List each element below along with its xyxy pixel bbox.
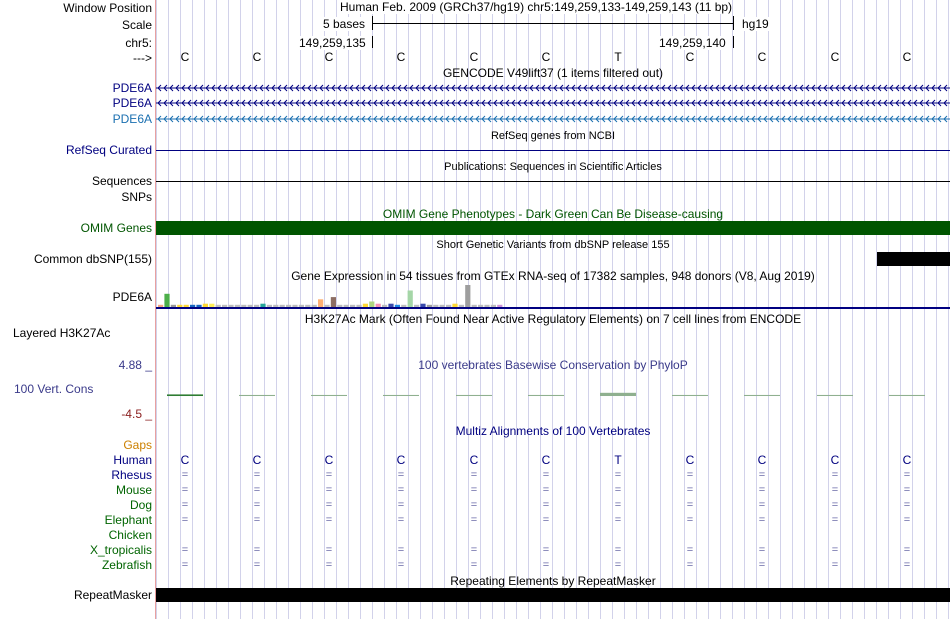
multiz-alignment-base: = xyxy=(686,484,694,496)
gencode-gene-label-3[interactable]: PDE6A xyxy=(112,112,152,126)
multiz-species-label[interactable]: Human xyxy=(113,453,152,467)
multiz-alignment-base: = xyxy=(614,484,622,496)
gtex-tissue-bar[interactable] xyxy=(318,299,323,307)
h3k27ac-label[interactable]: Layered H3K27Ac xyxy=(13,326,111,340)
sequence-base: C xyxy=(902,50,912,64)
multiz-alignment-base: = xyxy=(325,469,333,481)
phylop-score-bar[interactable] xyxy=(672,395,708,396)
multiz-alignment-base: = xyxy=(253,469,261,481)
multiz-alignment-base: = xyxy=(903,484,911,496)
multiz-alignment-base: = xyxy=(325,514,333,526)
phylop-score-bar[interactable] xyxy=(311,395,347,396)
omim-label[interactable]: OMIM Genes xyxy=(80,221,152,235)
multiz-alignment-base: = xyxy=(542,499,550,511)
multiz-alignment-base: = xyxy=(181,499,189,511)
phylop-score-bar[interactable] xyxy=(744,395,780,396)
multiz-alignment-base: = xyxy=(686,499,694,511)
gtex-tissue-bar[interactable] xyxy=(331,297,336,307)
gencode-track-title[interactable]: GENCODE V49lift37 (1 items filtered out) xyxy=(442,66,664,80)
multiz-alignment-base: = xyxy=(903,469,911,481)
h3k27ac-track-title[interactable]: H3K27Ac Mark (Often Found Near Active Regulatory Elements) on 7 cell lines from ENCODE xyxy=(304,312,802,326)
window-position-label: Window Position xyxy=(63,1,152,15)
multiz-alignment-base: = xyxy=(542,559,550,571)
multiz-species-label[interactable]: Rhesus xyxy=(111,468,152,482)
multiz-alignment-base: = xyxy=(470,514,478,526)
phylop-score-bar[interactable] xyxy=(889,395,925,396)
coordinate-left: 149,259,135 xyxy=(299,36,366,50)
multiz-alignment-base: C xyxy=(324,453,334,467)
multiz-alignment-base: = xyxy=(325,559,333,571)
multiz-alignment-base: = xyxy=(831,544,839,556)
multiz-alignment-base: = xyxy=(325,499,333,511)
multiz-alignment-base: = xyxy=(397,559,405,571)
multiz-alignment-base: = xyxy=(325,544,333,556)
multiz-alignment-base: T xyxy=(614,453,622,467)
multiz-alignment-base: C xyxy=(469,453,479,467)
sequence-base: C xyxy=(469,50,479,64)
multiz-species-label[interactable]: Elephant xyxy=(104,513,152,527)
multiz-alignment-base: = xyxy=(903,499,911,511)
gtex-track-title[interactable]: Gene Expression in 54 tissues from GTEx RNA-seq of 17382 samples, 948 donors (V8, Aug 2019) xyxy=(291,269,815,283)
snps-label[interactable]: SNPs xyxy=(121,190,152,204)
multiz-alignment-base: = xyxy=(614,469,622,481)
multiz-alignment-base: = xyxy=(181,514,189,526)
multiz-alignment-base: = xyxy=(253,544,261,556)
multiz-alignment-base: = xyxy=(253,484,261,496)
phylop-score-bar[interactable] xyxy=(167,394,203,396)
multiz-alignment-base: = xyxy=(614,514,622,526)
gencode-gene-label-2[interactable]: PDE6A xyxy=(112,96,152,110)
sequence-base: C xyxy=(252,50,262,64)
dbsnp-variant-bar[interactable] xyxy=(877,252,950,266)
gtex-tissue-bar[interactable] xyxy=(408,291,413,308)
multiz-alignment-base: = xyxy=(614,544,622,556)
multiz-alignment-base: = xyxy=(686,544,694,556)
multiz-alignment-base: = xyxy=(542,484,550,496)
omim-phenotype-bar[interactable] xyxy=(156,221,950,235)
multiz-alignment-base: = xyxy=(686,514,694,526)
multiz-alignment-base: = xyxy=(758,544,766,556)
multiz-alignment-base: = xyxy=(686,469,694,481)
position-readout: Human Feb. 2009 (GRCh37/hg19) chr5:149,259,133-149,259,143 (11 bp) xyxy=(340,0,733,14)
sequence-base: C xyxy=(541,50,551,64)
multiz-alignment-base: = xyxy=(758,469,766,481)
multiz-alignment-base: C xyxy=(757,453,767,467)
gtex-gene-model-line xyxy=(156,307,950,309)
sequences-label[interactable]: Sequences xyxy=(91,174,152,188)
scale-bar xyxy=(372,23,733,24)
multiz-alignment-base: = xyxy=(831,469,839,481)
multiz-alignment-base: = xyxy=(470,499,478,511)
multiz-alignment-base: = xyxy=(181,484,189,496)
refseq-label[interactable]: RefSeq Curated xyxy=(65,143,152,157)
assembly-label: hg19 xyxy=(742,17,769,31)
multiz-alignment-base: = xyxy=(325,484,333,496)
multiz-track-title[interactable]: Multiz Alignments of 100 Vertebrates xyxy=(455,424,651,438)
multiz-alignment-base: = xyxy=(903,514,911,526)
multiz-species-label[interactable]: Dog xyxy=(129,498,152,512)
sequence-base: C xyxy=(685,50,695,64)
multiz-alignment-base: = xyxy=(758,559,766,571)
phylop-score-bar[interactable] xyxy=(456,395,492,396)
gtex-tissue-bar[interactable] xyxy=(164,294,169,307)
multiz-alignment-base: = xyxy=(686,559,694,571)
scale-text: 5 bases xyxy=(323,17,366,31)
phylop-max-label: 4.88 _ xyxy=(118,358,152,372)
multiz-alignment-base: C xyxy=(396,453,406,467)
multiz-species-label[interactable]: Chicken xyxy=(108,528,152,542)
multiz-alignment-base: C xyxy=(685,453,695,467)
sequence-base: C xyxy=(830,50,840,64)
multiz-alignment-base: C xyxy=(541,453,551,467)
repeatmasker-element-bar[interactable] xyxy=(156,588,950,602)
phylop-track-title[interactable]: 100 vertebrates Basewise Conservation by PhyloP xyxy=(418,358,688,372)
phylop-score-bar[interactable] xyxy=(817,395,853,396)
phylop-score-bar[interactable] xyxy=(383,395,419,396)
phylop-min-label: -4.5 _ xyxy=(121,407,152,421)
multiz-alignment-base: = xyxy=(253,499,261,511)
repeatmasker-track-title[interactable]: Repeating Elements by RepeatMasker xyxy=(450,574,656,588)
multiz-species-label[interactable]: Zebrafish xyxy=(101,558,152,572)
multiz-alignment-base: = xyxy=(831,484,839,496)
dbsnp-label[interactable]: Common dbSNP(155) xyxy=(33,252,152,266)
multiz-alignment-base: = xyxy=(470,484,478,496)
multiz-alignment-base: = xyxy=(831,559,839,571)
multiz-alignment-base: C xyxy=(902,453,912,467)
multiz-alignment-base: = xyxy=(542,514,550,526)
gaps-label[interactable]: Gaps xyxy=(123,438,152,452)
phylop-score-bar[interactable] xyxy=(600,393,636,396)
refseq-gene-line[interactable] xyxy=(156,150,950,151)
multiz-alignment-base: = xyxy=(470,544,478,556)
omim-track-title[interactable]: OMIM Gene Phenotypes - Dark Green Can Be Disease-causing xyxy=(382,207,724,221)
multiz-alignment-base: C xyxy=(252,453,262,467)
sequence-base: T xyxy=(614,50,622,64)
multiz-alignment-base: = xyxy=(181,559,189,571)
multiz-alignment-base: = xyxy=(903,544,911,556)
phylop-score-bar[interactable] xyxy=(239,395,275,396)
multiz-alignment-base: = xyxy=(253,559,261,571)
sequence-base: C xyxy=(180,50,190,64)
repeatmasker-label[interactable]: RepeatMasker xyxy=(73,588,152,602)
dbsnp-track-title[interactable]: Short Genetic Variants from dbSNP release 155 xyxy=(436,239,670,251)
multiz-alignment-base: = xyxy=(758,514,766,526)
multiz-alignment-base: = xyxy=(614,559,622,571)
multiz-alignment-base: = xyxy=(397,484,405,496)
gtex-tissue-bar[interactable] xyxy=(465,285,470,307)
multiz-alignment-base: = xyxy=(253,514,261,526)
multiz-alignment-base: = xyxy=(542,544,550,556)
publications-track-title[interactable]: Publications: Sequences in Scientific Articles xyxy=(444,161,662,173)
sequences-line[interactable] xyxy=(156,181,950,182)
gtex-expression-bars[interactable] xyxy=(156,283,950,307)
gencode-gene-label-1[interactable]: PDE6A xyxy=(112,81,152,95)
multiz-alignment-base: = xyxy=(181,544,189,556)
coordinate-left-tick xyxy=(372,36,373,48)
phylop-label[interactable]: 100 Vert. Cons xyxy=(14,382,94,396)
multiz-alignment-base: = xyxy=(397,499,405,511)
coordinate-right-tick xyxy=(733,36,734,48)
multiz-alignment-base: = xyxy=(614,499,622,511)
multiz-alignment-base: = xyxy=(903,559,911,571)
multiz-alignment-base: = xyxy=(831,514,839,526)
multiz-alignment-base: = xyxy=(831,499,839,511)
multiz-alignment-base: C xyxy=(830,453,840,467)
sequence-base: C xyxy=(757,50,767,64)
strand-arrow-label: ---> xyxy=(133,51,152,65)
phylop-conservation-plot[interactable] xyxy=(156,370,950,420)
multiz-species-label[interactable]: X_tropicalis xyxy=(89,543,152,557)
coordinate-right: 149,259,140 xyxy=(659,36,726,50)
multiz-alignment-base: = xyxy=(397,544,405,556)
multiz-alignment-base: = xyxy=(470,469,478,481)
multiz-species-label[interactable]: Mouse xyxy=(115,483,152,497)
phylop-score-bar[interactable] xyxy=(528,395,564,396)
multiz-alignment-base: = xyxy=(470,559,478,571)
scale-bar-right-tick xyxy=(733,16,734,30)
multiz-alignment-base: = xyxy=(181,469,189,481)
multiz-alignment-base: = xyxy=(397,469,405,481)
chr-label: chr5: xyxy=(125,36,152,50)
multiz-alignment-base: = xyxy=(397,514,405,526)
sequence-base: C xyxy=(396,50,406,64)
multiz-alignment-base: = xyxy=(758,499,766,511)
multiz-alignment-base: = xyxy=(758,484,766,496)
scale-label: Scale xyxy=(121,18,152,32)
multiz-alignment-base: = xyxy=(542,469,550,481)
refseq-track-title[interactable]: RefSeq genes from NCBI xyxy=(490,130,616,142)
gtex-gene-label[interactable]: PDE6A xyxy=(112,290,152,304)
sequence-base: C xyxy=(324,50,334,64)
gencode-gene-features[interactable] xyxy=(156,82,950,126)
multiz-alignment-base: C xyxy=(180,453,190,467)
